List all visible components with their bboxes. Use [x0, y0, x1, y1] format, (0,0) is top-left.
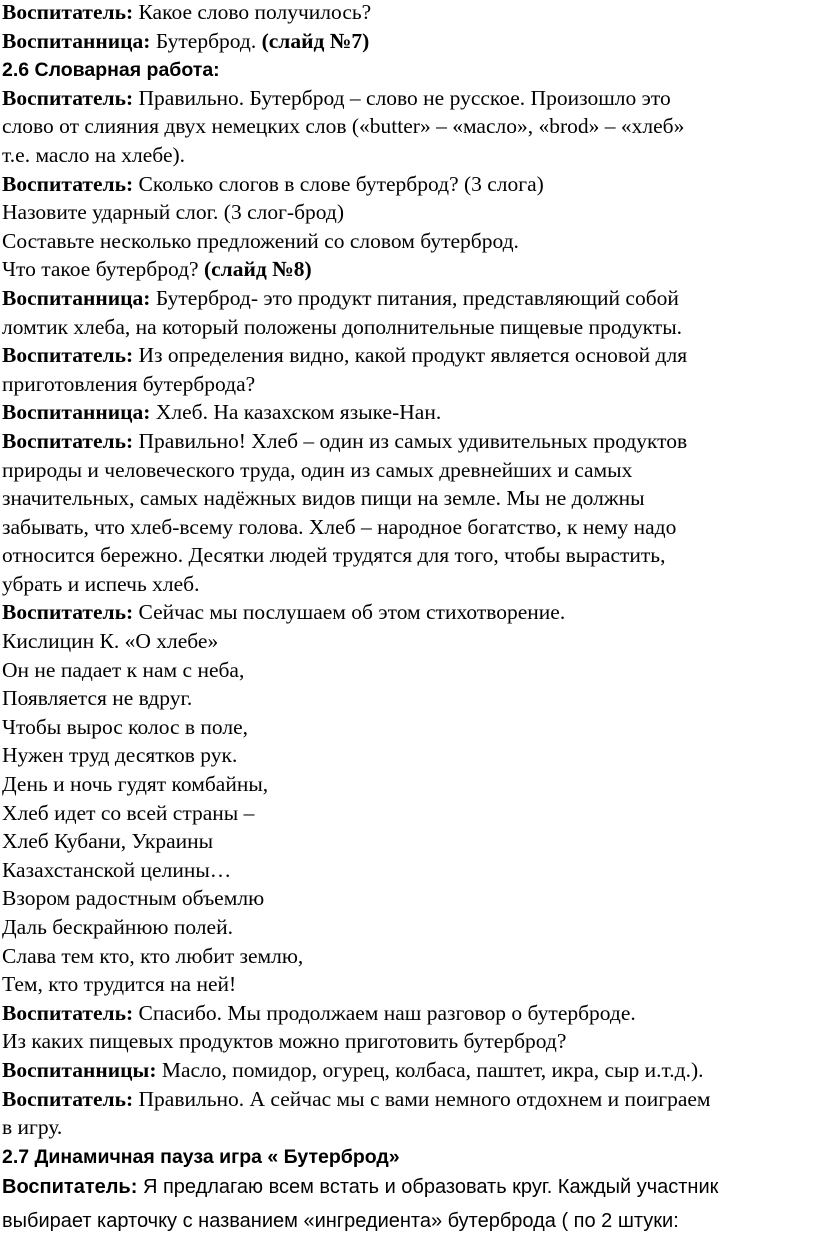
- line-text: Казахстанской целины…: [2, 857, 232, 882]
- text-line: [2, 1204, 816, 1238]
- line-text: природы и человеческого труда, один из самых древнейших и самых: [2, 457, 633, 482]
- section-heading-text: 2.6 Словарная работа:: [2, 59, 220, 82]
- speaker-label: Воспитатель:: [2, 1086, 134, 1111]
- line-text: Даль бескрайнюю полей.: [2, 915, 233, 939]
- section-heading: [2, 1142, 816, 1171]
- dialogue-line: [2, 341, 816, 370]
- line-text: Хлеб Кубани, Украины: [2, 829, 214, 854]
- line-text: Взором радостным объемлю: [2, 886, 265, 911]
- text-line: [2, 884, 816, 913]
- line-text: Правильно. Бутерброд – слово не русское. Произошло это: [133, 85, 671, 110]
- line-text: Нужен труд десятков рук.: [2, 743, 238, 768]
- dialogue-line: [2, 1085, 816, 1114]
- dialogue-line: [2, 999, 816, 1028]
- line-text: забывать, что хлеб-всему голова. Хлеб – народное богатство, к нему надо: [2, 514, 677, 539]
- line-text: относится бережно. Десятки людей трудятся для того, чтобы вырастить,: [2, 543, 666, 568]
- text-line: [2, 684, 816, 713]
- text-line: [2, 741, 816, 770]
- text-line: [2, 856, 816, 885]
- line-text: Правильно. А сейчас мы с вами немного отдохнем и поиграем: [133, 1086, 711, 1111]
- slide-reference: (слайд №7): [261, 28, 370, 53]
- speaker-label: Воспитатель:: [2, 428, 134, 453]
- line-text: День и ночь гудят комбайны,: [2, 772, 269, 797]
- text-line: [2, 827, 816, 856]
- text-line: [2, 198, 816, 227]
- text-line: [2, 484, 816, 513]
- line-text: ломтик хлеба, на который положены дополнительные пищевые продукты.: [2, 314, 683, 339]
- speaker-label: Воспитатель:: [2, 1176, 138, 1199]
- dialogue-line: [2, 1170, 816, 1204]
- text-line: [2, 770, 816, 799]
- speaker-label: Воспитатель:: [2, 600, 134, 625]
- line-text: Я предлагаю всем встать и образовать круг. Каждый участник: [137, 1176, 719, 1199]
- speaker-label: Воспитатель:: [2, 171, 134, 196]
- dialogue-line: [2, 0, 816, 27]
- line-text: Назовите ударный слог. (3 слог-брод): [2, 200, 344, 225]
- line-text: Составьте несколько предложений со словом бутерброд.: [2, 228, 519, 253]
- text-line: [2, 541, 816, 570]
- speaker-label: Воспитатель:: [2, 0, 134, 24]
- text-line: [2, 255, 816, 284]
- dialogue-line: [2, 284, 816, 313]
- line-text: приготовления бутерброда?: [2, 371, 256, 396]
- text-line: [2, 141, 816, 170]
- dialogue-line: [2, 170, 816, 199]
- dialogue-line: [2, 398, 816, 427]
- line-text: Хлеб идет со всей страны –: [2, 800, 255, 825]
- dialogue-line: [2, 84, 816, 113]
- slide-reference: (слайд №8): [203, 257, 312, 282]
- speaker-label: Воспитанница:: [2, 28, 151, 53]
- line-text: Из определения видно, какой продукт является основой для: [133, 343, 688, 368]
- speaker-label: Воспитатель:: [2, 343, 134, 368]
- dialogue-line: [2, 27, 816, 56]
- text-line: [2, 456, 816, 485]
- line-text: Спасибо. Мы продолжаем наш разговор о бутерброде.: [133, 1000, 636, 1025]
- line-text: Сколько слогов в слове бутерброд? (3 слога): [133, 171, 544, 196]
- line-text: Сейчас мы послушаем об этом стихотворение.: [133, 600, 566, 625]
- line-text: Бутерброд.: [150, 28, 262, 53]
- line-text: значительных, самых надёжных видов пищи на земле. Мы не должны: [2, 486, 645, 511]
- speaker-label: Воспитанница:: [2, 400, 151, 425]
- line-text: Он не падает к нам с неба,: [2, 657, 245, 682]
- line-text: Какое слово получилось?: [133, 0, 372, 24]
- text-line: [2, 570, 816, 599]
- text-line: [2, 1027, 816, 1056]
- dialogue-line: [2, 427, 816, 456]
- dialogue-line: [2, 598, 816, 627]
- text-line: [2, 656, 816, 685]
- text-line: [2, 799, 816, 828]
- text-line: [2, 513, 816, 542]
- line-text: Тем, кто трудится на ней!: [2, 972, 237, 997]
- line-text: в игру.: [2, 1115, 63, 1140]
- speaker-label: Воспитанницы:: [2, 1057, 157, 1082]
- dialogue-line: [2, 1056, 816, 1085]
- text-line: [2, 313, 816, 342]
- line-text: Бутерброд- это продукт питания, представляющий собой: [150, 285, 679, 310]
- line-text: Из каких пищевых продуктов можно приготовить бутерброд?: [2, 1029, 567, 1054]
- line-text: Хлеб. На казахском языке-Нан.: [150, 400, 442, 425]
- text-line: [2, 942, 816, 971]
- text-line: [2, 370, 816, 399]
- line-text: Правильно! Хлеб – один из самых удивительных продуктов: [133, 428, 688, 453]
- text-line: [2, 227, 816, 256]
- line-text: Масло, помидор, огурец, колбаса, паштет, икра, сыр и.т.д.).: [156, 1057, 704, 1082]
- text-line: [2, 112, 816, 141]
- line-text: т.е. масло на хлебе).: [2, 142, 186, 167]
- line-text: выбирает карточку с названием «ингредиента» бутерброда ( по 2 штуки:: [2, 1210, 679, 1233]
- text-line: [2, 1113, 816, 1142]
- line-text: Чтобы вырос колос в поле,: [2, 714, 249, 739]
- section-heading: [2, 55, 816, 84]
- line-text: Кислицин К. «О хлебе»: [2, 629, 219, 654]
- speaker-label: Воспитанница:: [2, 285, 151, 310]
- speaker-label: Воспитатель:: [2, 1000, 134, 1025]
- text-line: [2, 913, 816, 942]
- section-heading-text: 2.7 Динамичная пауза игра « Бутерброд»: [2, 1145, 400, 1168]
- text-line: [2, 713, 816, 742]
- text-line: [2, 627, 816, 656]
- speaker-label: Воспитатель:: [2, 85, 134, 110]
- line-text: Слава тем кто, кто любит землю,: [2, 943, 304, 968]
- line-text: слово от слияния двух немецких слов («butter» – «масло», «brod» – «хлеб»: [2, 114, 685, 139]
- text-line: [2, 970, 816, 999]
- line-text: Появляется не вдруг.: [2, 686, 193, 711]
- line-text: убрать и испечь хлеб.: [2, 571, 200, 596]
- line-text: Что такое бутерброд?: [2, 257, 204, 282]
